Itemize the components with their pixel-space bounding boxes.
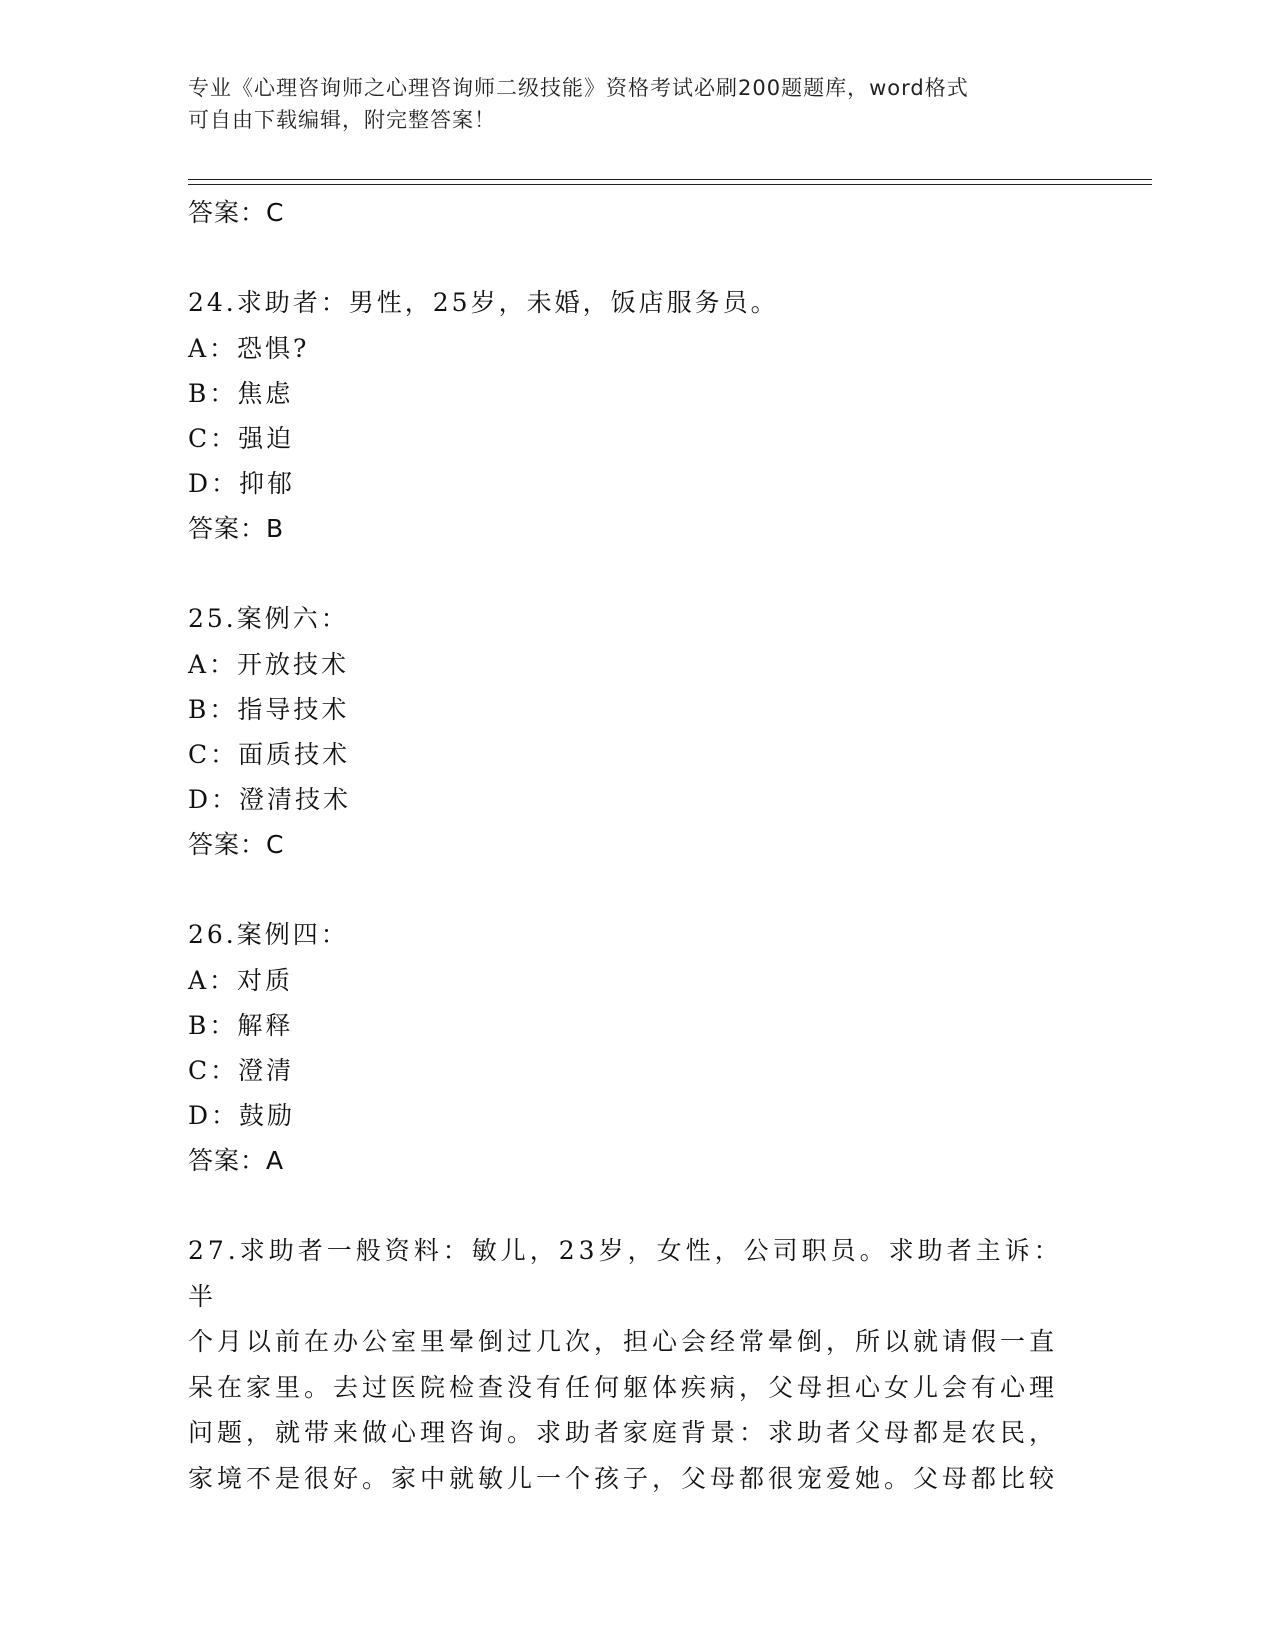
header-line-1: 专业《心理咨询师之心理咨询师二级技能》资格考试必刷200题题库，word格式 <box>188 76 969 100</box>
question-list <box>188 190 1088 1501</box>
question-27-line-3: 呆在家里。去过医院检查没有任何躯体疾病，父母担心女儿会有心理 <box>188 1372 1059 1402</box>
answer-line: 答案：B <box>188 514 285 543</box>
answer-line: 答案：C <box>188 198 285 227</box>
header-rule-bottom <box>188 184 1152 185</box>
option-b: B：解释 <box>188 1011 294 1040</box>
option-d: D：鼓励 <box>188 1101 296 1130</box>
option-c: C：面质技术 <box>188 740 351 769</box>
question-27 <box>188 1228 1088 1501</box>
option-a: A：恐惧? <box>188 334 310 363</box>
option-a: A：对质 <box>188 966 294 995</box>
answer-line: 答案：C <box>188 830 285 859</box>
question-27-line-1: 27.求助者一般资料：敏儿，23岁，女性，公司职员。求助者主诉：半 <box>188 1236 1063 1311</box>
option-c: C：强迫 <box>188 424 295 453</box>
document-header <box>188 72 1068 136</box>
option-d: D：澄清技术 <box>188 785 352 814</box>
option-a: A：开放技术 <box>188 650 350 679</box>
option-b: B：焦虑 <box>188 379 294 408</box>
option-d: D：抑郁 <box>188 469 296 498</box>
option-b: B：指导技术 <box>188 695 350 724</box>
question-title: 26.案例四： <box>188 920 349 949</box>
question-27-line-5: 家境不是很好。家中就敏儿一个孩子，父母都很宠爱她。父母都比较 <box>188 1463 1059 1493</box>
question-27-line-4: 问题，就带来做心理咨询。求助者家庭背景：求助者父母都是农民， <box>188 1418 1059 1447</box>
question-title: 25.案例六： <box>188 604 349 633</box>
question-27-line-2: 个月以前在办公室里晕倒过几次，担心会经常晕倒，所以就请假一直 <box>188 1327 1059 1356</box>
question-title: 24.求助者：男性，25岁，未婚，饭店服务员。 <box>188 288 779 317</box>
header-line-2: 可自由下载编辑，附完整答案！ <box>188 108 496 132</box>
question-24 <box>188 280 1088 552</box>
question-26 <box>188 912 1088 1184</box>
option-c: C：澄清 <box>188 1056 295 1085</box>
answer-line: 答案：A <box>188 1146 285 1175</box>
header-rule-top <box>188 179 1152 180</box>
question-25 <box>188 596 1088 868</box>
